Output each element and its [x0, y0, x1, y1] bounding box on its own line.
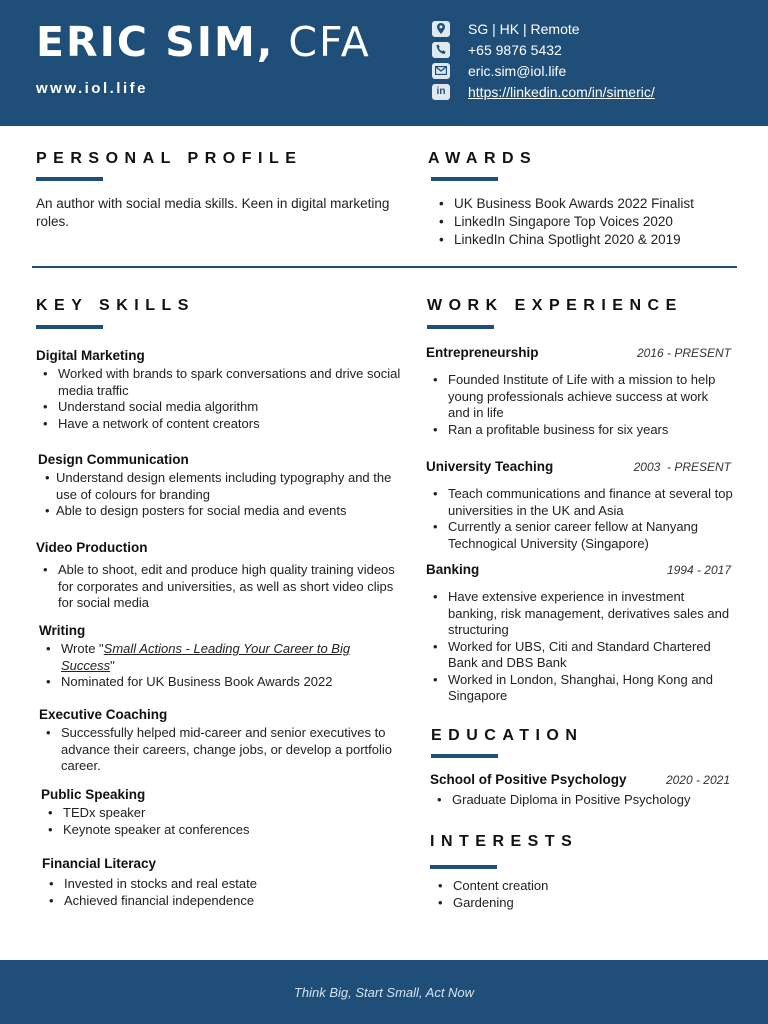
skill-item: • Worked with brands to spark conversations and drive social media traffic: [36, 366, 406, 399]
education-title: EDUCATION: [431, 727, 584, 744]
skill-item: • Able to shoot, edit and produce high quality training videos for corporates and universities, as well as short video clips for social media: [36, 562, 406, 612]
profile-text: An author with social media skills. Keen in digital marketing roles.: [36, 196, 390, 229]
skill-item: • Able to design posters for social media and events: [38, 503, 398, 520]
job-title: Banking: [426, 562, 480, 577]
skill-list: [39, 725, 409, 775]
wrote-suffix: ": [110, 657, 115, 673]
email-icon: [432, 63, 450, 79]
job-list: [426, 486, 744, 552]
job-item: • Worked for UBS, Citi and Standard Chartered Bank and DBS Bank: [426, 639, 731, 672]
contact-linkedin: [432, 81, 655, 102]
footer-tagline: Think Big, Start Small, Act Now: [293, 984, 475, 1000]
work-rule: [427, 325, 494, 329]
section-divider: [32, 266, 737, 268]
skill-list: [42, 876, 402, 909]
skill-item: • Achieved financial independence: [42, 893, 402, 910]
job-date: 2003 - PRESENT: [633, 460, 731, 474]
skill-item: • Invested in stocks and real estate: [42, 876, 402, 893]
skill-design-communication: [38, 452, 398, 520]
award-item: • LinkedIn Singapore Top Voices 2020: [432, 213, 752, 231]
interests-list: [431, 878, 731, 911]
credential-text: CFA: [288, 18, 371, 66]
job-date: 1994 - 2017: [666, 563, 731, 577]
profile-rule: [36, 177, 103, 181]
skills-title: KEY SKILLS: [36, 297, 195, 314]
award-item: • LinkedIn China Spotlight 2020 & 2019: [432, 231, 752, 249]
footer-bar: [0, 960, 768, 1024]
job-title: University Teaching: [426, 459, 554, 474]
interest-item: • Content creation: [431, 878, 731, 895]
resume-header: [0, 0, 768, 126]
job-item: • Have extensive experience in investment banking, risk management, derivatives sales and structuring: [426, 589, 731, 639]
job-university-teaching: [426, 459, 744, 552]
job-item: • Currently a senior career fellow at Nanyang Technogical University (Singapore): [426, 519, 744, 552]
linkedin-icon: in: [432, 84, 450, 100]
website-link[interactable]: www.iol.life: [36, 80, 148, 97]
skill-list: [41, 805, 401, 838]
contact-email: [432, 60, 655, 81]
skill-item: • Have a network of content creators: [36, 416, 406, 433]
skill-heading: Writing: [39, 623, 86, 638]
skill-digital-marketing: [36, 348, 406, 432]
education-date: 2020 - 2021: [665, 773, 730, 787]
school-name: School of Positive Psychology: [430, 772, 627, 787]
award-item: • UK Business Book Awards 2022 Finalist: [432, 195, 752, 213]
skill-video-production: [36, 540, 406, 612]
interest-item: • Gardening: [431, 895, 731, 912]
job-header: [426, 562, 731, 580]
job-header: [426, 345, 731, 363]
skill-list: [36, 366, 406, 432]
interests-title: INTERESTS: [430, 833, 579, 850]
skills-rule: [36, 325, 103, 329]
interests-rule: [430, 865, 497, 869]
linkedin-link[interactable]: https://linkedin.com/in/simeric/: [468, 83, 655, 100]
education-item: • Graduate Diploma in Positive Psychology: [430, 792, 730, 809]
skill-heading: Digital Marketing: [36, 348, 145, 363]
email-text[interactable]: eric.sim@iol.life: [468, 62, 567, 79]
job-list: [426, 372, 731, 438]
book-link[interactable]: Small Actions - Leading Your Career to Big Success: [61, 641, 351, 673]
awards-list: [432, 195, 752, 249]
location-icon: [432, 21, 450, 37]
wrote-prefix: Wrote ": [61, 641, 104, 656]
education-rule: [431, 754, 498, 758]
skill-item: • Successfully helped mid-career and senior executives to advance their careers, change jobs, or develop a portfolio career.: [39, 725, 409, 775]
location-text: SG | HK | Remote: [468, 20, 580, 37]
skill-item: • TEDx speaker: [41, 805, 401, 822]
job-item: • Ran a profitable business for six years: [426, 422, 731, 439]
job-entrepreneurship: [426, 345, 731, 438]
phone-icon: [432, 42, 450, 58]
resume-name: [36, 18, 371, 66]
skill-list: [36, 562, 406, 612]
skill-item: • Understand social media algorithm: [36, 399, 406, 416]
education-header: [430, 772, 730, 790]
skill-executive-coaching: [39, 707, 409, 775]
skill-heading: Design Communication: [38, 452, 189, 467]
job-title: Entrepreneurship: [426, 345, 539, 360]
education-entry: [430, 772, 730, 809]
skill-writing: [39, 623, 399, 691]
job-date: 2016 - PRESENT: [636, 346, 731, 360]
contact-list: [432, 18, 655, 102]
skill-heading: Public Speaking: [41, 787, 146, 802]
phone-text: +65 9876 5432: [468, 41, 562, 58]
skill-heading: Executive Coaching: [39, 707, 168, 722]
skill-item: [39, 641, 399, 674]
skill-list: [38, 470, 398, 520]
awards-title: AWARDS: [428, 150, 538, 167]
profile-title: PERSONAL PROFILE: [36, 150, 303, 167]
name-text: ERIC SIM,: [36, 18, 275, 66]
job-item: • Worked in London, Shanghai, Hong Kong and Singapore: [426, 672, 731, 705]
work-title: WORK EXPERIENCE: [427, 297, 683, 314]
skill-item: • Nominated for UK Business Book Awards 2022: [39, 674, 399, 691]
skill-list: [39, 641, 399, 691]
contact-phone: [432, 39, 655, 60]
skill-public-speaking: [41, 787, 401, 838]
education-list: [430, 792, 730, 809]
job-banking: [426, 562, 731, 705]
contact-location: [432, 18, 655, 39]
job-list: [426, 589, 731, 705]
awards-rule: [431, 177, 498, 181]
skill-financial-literacy: [42, 856, 402, 909]
job-item: • Founded Institute of Life with a mission to help young professionals achieve success at work and in life: [426, 372, 731, 422]
job-header: [426, 459, 744, 477]
job-item: • Teach communications and finance at several top universities in the UK and Asia: [426, 486, 744, 519]
skill-heading: Financial Literacy: [42, 856, 157, 871]
skill-heading: Video Production: [36, 540, 148, 555]
skill-item: • Keynote speaker at conferences: [41, 822, 401, 839]
skill-item: • Understand design elements including typography and the use of colours for branding: [38, 470, 398, 503]
